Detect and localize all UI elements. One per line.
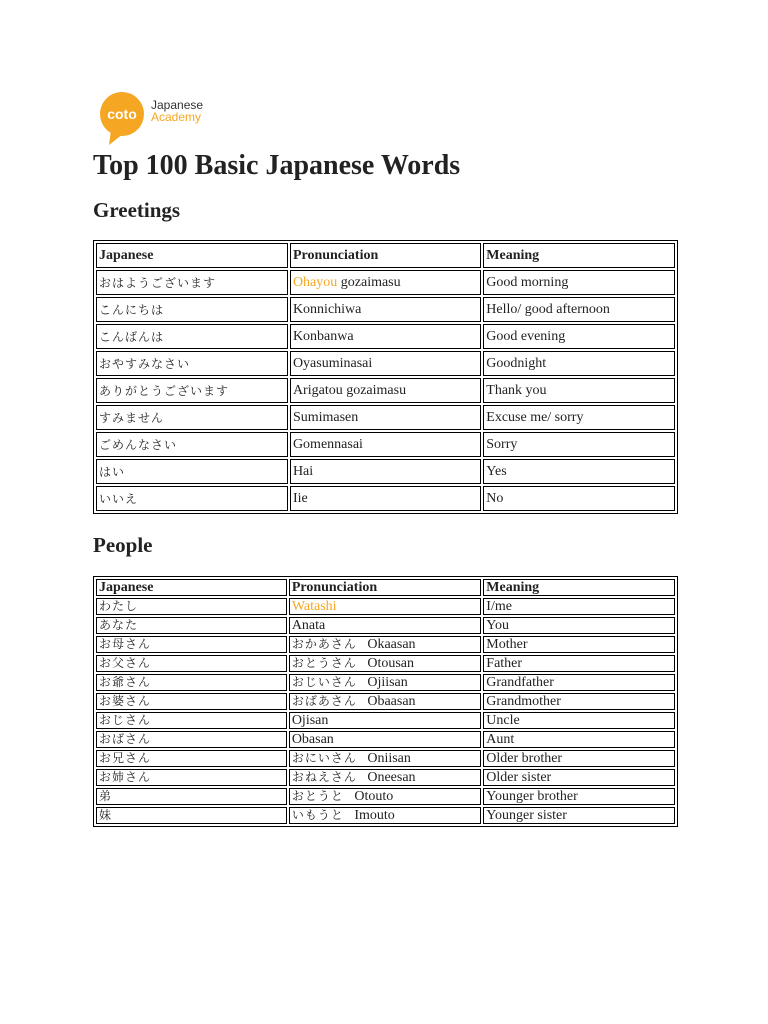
pronunciation-cell bbox=[289, 788, 481, 805]
pronunciation-cell: Hai bbox=[290, 459, 481, 484]
table-row bbox=[96, 459, 675, 484]
japanese-cell: こんばんは bbox=[96, 324, 288, 349]
meaning-cell: Thank you bbox=[483, 378, 675, 403]
pronunciation-cell: Konnichiwa bbox=[290, 297, 481, 322]
column-header-japanese: Japanese bbox=[96, 579, 287, 596]
meaning-cell: Yes bbox=[483, 459, 675, 484]
pronunciation-cell bbox=[289, 750, 481, 767]
japanese-cell: いいえ bbox=[96, 486, 288, 511]
column-header-meaning: Meaning bbox=[483, 579, 675, 596]
meaning-cell: Good morning bbox=[483, 270, 675, 295]
section-heading-greetings: Greetings bbox=[93, 198, 181, 222]
pronunciation-cell bbox=[289, 693, 481, 710]
meaning-cell: Goodnight bbox=[483, 351, 675, 376]
column-header-meaning: Meaning bbox=[483, 243, 675, 268]
meaning-cell: Mother bbox=[483, 636, 675, 653]
pronunciation-cell: Iie bbox=[290, 486, 481, 511]
pronunciation-kana: おとうさん bbox=[291, 656, 357, 670]
japanese-cell: 妹 bbox=[96, 807, 287, 824]
japanese-cell: お父さん bbox=[96, 655, 287, 672]
pronunciation-cell bbox=[289, 655, 481, 672]
meaning-cell: Good evening bbox=[483, 324, 675, 349]
pronunciation-cell: Ojisan bbox=[289, 712, 481, 729]
meaning-cell: Grandfather bbox=[483, 674, 675, 691]
pronunciation-text: gozaimasu bbox=[337, 274, 401, 290]
japanese-cell: おばさん bbox=[96, 731, 287, 748]
table-row bbox=[96, 297, 675, 322]
japanese-cell: はい bbox=[96, 459, 288, 484]
pronunciation-text: Obaasan bbox=[367, 694, 416, 709]
meaning-cell: Older sister bbox=[483, 769, 675, 786]
japanese-cell: すみません bbox=[96, 405, 288, 430]
pronunciation-kana: おにいさん bbox=[291, 751, 357, 765]
section-heading-people: People bbox=[93, 533, 153, 557]
pronunciation-cell: Gomennasai bbox=[290, 432, 481, 457]
meaning-cell: No bbox=[483, 486, 675, 511]
pronunciation-kana: おとうと bbox=[291, 789, 344, 803]
logo-mark-text: coto bbox=[107, 106, 137, 122]
japanese-cell: お姉さん bbox=[96, 769, 287, 786]
meaning-cell: Father bbox=[483, 655, 675, 672]
table-row bbox=[96, 270, 675, 295]
pronunciation-highlight[interactable]: Watashi bbox=[291, 599, 337, 614]
logo-line1: Japanese bbox=[151, 98, 204, 112]
pronunciation-kana: おばあさん bbox=[291, 694, 357, 708]
japanese-cell: おじさん bbox=[96, 712, 287, 729]
pronunciation-text: Otouto bbox=[354, 789, 394, 804]
pronunciation-text: Oniisan bbox=[367, 751, 411, 766]
pronunciation-cell: Arigatou gozaimasu bbox=[290, 378, 481, 403]
pronunciation-cell: Konbanwa bbox=[290, 324, 481, 349]
table-row bbox=[96, 486, 675, 511]
table-row bbox=[96, 324, 675, 349]
pronunciation-cell bbox=[289, 807, 481, 824]
table-row bbox=[96, 636, 675, 653]
pronunciation-text: Otousan bbox=[367, 656, 414, 671]
pronunciation-kana: おねえさん bbox=[291, 770, 357, 784]
japanese-cell: お兄さん bbox=[96, 750, 287, 767]
column-header-japanese: Japanese bbox=[96, 243, 288, 268]
meaning-cell: Older brother bbox=[483, 750, 675, 767]
table-row bbox=[96, 598, 675, 615]
logo-line2: Academy bbox=[151, 110, 202, 124]
japanese-cell: おやすみなさい bbox=[96, 351, 288, 376]
pronunciation-kana: いもうと bbox=[291, 808, 344, 822]
pronunciation-text: Imouto bbox=[354, 808, 395, 823]
pronunciation-text: Oneesan bbox=[367, 770, 416, 785]
meaning-cell: I/me bbox=[483, 598, 675, 615]
japanese-cell: ごめんなさい bbox=[96, 432, 288, 457]
pronunciation-kana: おじいさん bbox=[291, 675, 357, 689]
pronunciation-cell: Anata bbox=[289, 617, 481, 634]
coto-logo-icon bbox=[99, 90, 145, 146]
logo-wordmark bbox=[151, 99, 203, 123]
pronunciation-highlight[interactable]: Ohayou bbox=[292, 274, 338, 290]
japanese-cell: ありがとうございます bbox=[96, 378, 288, 403]
table-row bbox=[96, 351, 675, 376]
japanese-cell: こんにちは bbox=[96, 297, 288, 322]
pronunciation-text: Okaasan bbox=[367, 637, 416, 652]
table-row bbox=[96, 693, 675, 710]
pronunciation-cell: Sumimasen bbox=[290, 405, 481, 430]
table-row bbox=[96, 617, 675, 634]
table-row bbox=[96, 731, 675, 748]
japanese-cell: お母さん bbox=[96, 636, 287, 653]
pronunciation-kana: おかあさん bbox=[291, 637, 357, 651]
table-row bbox=[96, 378, 675, 403]
japanese-cell: わたし bbox=[96, 598, 287, 615]
japanese-cell: おはようございます bbox=[96, 270, 288, 295]
table-row bbox=[96, 807, 675, 824]
meaning-cell: Excuse me/ sorry bbox=[483, 405, 675, 430]
meaning-cell: Younger brother bbox=[483, 788, 675, 805]
table-header-row bbox=[96, 579, 675, 596]
pronunciation-text: Ojiisan bbox=[367, 675, 408, 690]
pronunciation-cell bbox=[289, 674, 481, 691]
pronunciation-cell bbox=[289, 769, 481, 786]
japanese-cell: お爺さん bbox=[96, 674, 287, 691]
meaning-cell: Grandmother bbox=[483, 693, 675, 710]
meaning-cell: You bbox=[483, 617, 675, 634]
meaning-cell: Aunt bbox=[483, 731, 675, 748]
pronunciation-cell bbox=[290, 270, 481, 295]
table-row bbox=[96, 405, 675, 430]
table-row bbox=[96, 750, 675, 767]
greetings-table bbox=[93, 240, 678, 514]
meaning-cell: Younger sister bbox=[483, 807, 675, 824]
meaning-cell: Hello/ good afternoon bbox=[483, 297, 675, 322]
column-header-pronunciation: Pronunciation bbox=[289, 579, 481, 596]
table-row bbox=[96, 674, 675, 691]
table-row bbox=[96, 769, 675, 786]
table-row bbox=[96, 712, 675, 729]
table-row bbox=[96, 788, 675, 805]
table-row bbox=[96, 432, 675, 457]
page-title: Top 100 Basic Japanese Words bbox=[93, 150, 461, 181]
meaning-cell: Sorry bbox=[483, 432, 675, 457]
pronunciation-cell: Oyasuminasai bbox=[290, 351, 481, 376]
japanese-cell: 弟 bbox=[96, 788, 287, 805]
pronunciation-cell bbox=[289, 598, 481, 615]
column-header-pronunciation: Pronunciation bbox=[290, 243, 481, 268]
meaning-cell: Uncle bbox=[483, 712, 675, 729]
pronunciation-cell bbox=[289, 636, 481, 653]
people-table bbox=[93, 576, 678, 827]
japanese-cell: あなた bbox=[96, 617, 287, 634]
table-header-row bbox=[96, 243, 675, 268]
table-row bbox=[96, 655, 675, 672]
pronunciation-cell: Obasan bbox=[289, 731, 481, 748]
japanese-cell: お婆さん bbox=[96, 693, 287, 710]
